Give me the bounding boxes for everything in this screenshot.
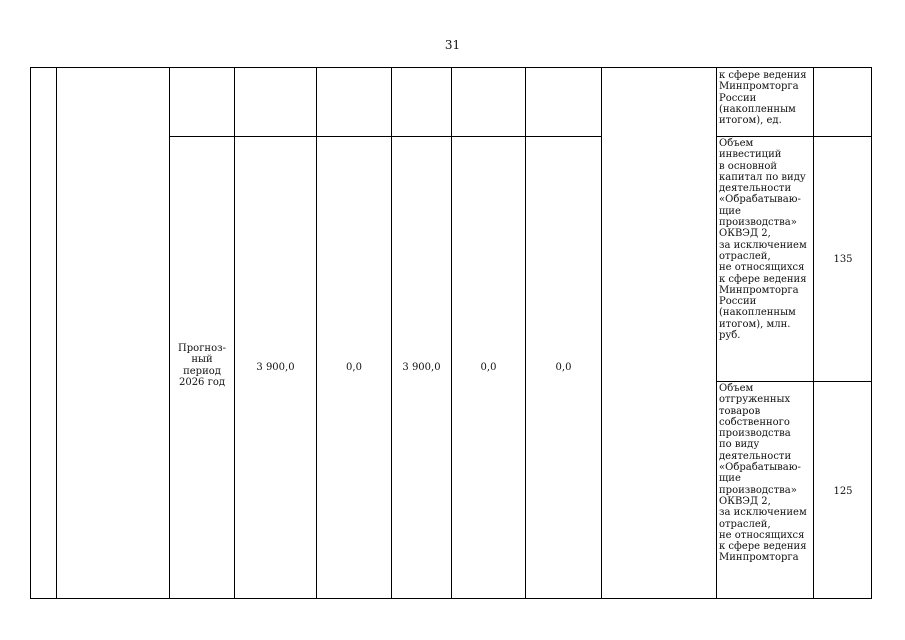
col-divider (451, 68, 452, 598)
value-federal: 0,0 (346, 362, 362, 373)
value-total: 3 900,0 (256, 362, 295, 373)
col-divider (525, 68, 526, 598)
budget-table (30, 67, 872, 599)
row-divider (716, 136, 872, 137)
row-divider (716, 381, 872, 382)
col-divider (601, 68, 602, 598)
value-local: 0,0 (480, 362, 497, 373)
col-divider (391, 68, 392, 598)
col-divider (56, 68, 57, 598)
indicator-text: Объем отгруженных товаров собственного производства по виду деятельности «Обрабатываю- щие производства» ОКВЭД 2, за исключением отраслей, не относящихся к сфере ведения Минпромторга (719, 383, 807, 564)
row-divider (169, 136, 601, 137)
value-regional: 3 900,0 (402, 362, 441, 373)
indicator-value: 135 (833, 254, 853, 265)
indicator-value: 125 (833, 486, 853, 497)
col-divider (234, 68, 235, 598)
indicator-text: к сфере ведения Минпромторга России (накопленным итогом), ед. (719, 70, 807, 127)
col-divider (169, 68, 170, 598)
page-number: 31 (444, 38, 461, 52)
col-divider (716, 68, 717, 598)
indicator-text: Объем инвестиций в основной капитал по виду деятельности «Обрабатываю- щие производства» ОКВЭД 2, за исключением отраслей, не относящихся к сфере ведения Минпромторга России (накопленным итогом), млн. руб. (719, 138, 807, 342)
value-extrabudget: 0,0 (555, 362, 572, 373)
period-label: Прогноз- ный период 2026 год (178, 343, 226, 388)
col-divider (316, 68, 317, 598)
